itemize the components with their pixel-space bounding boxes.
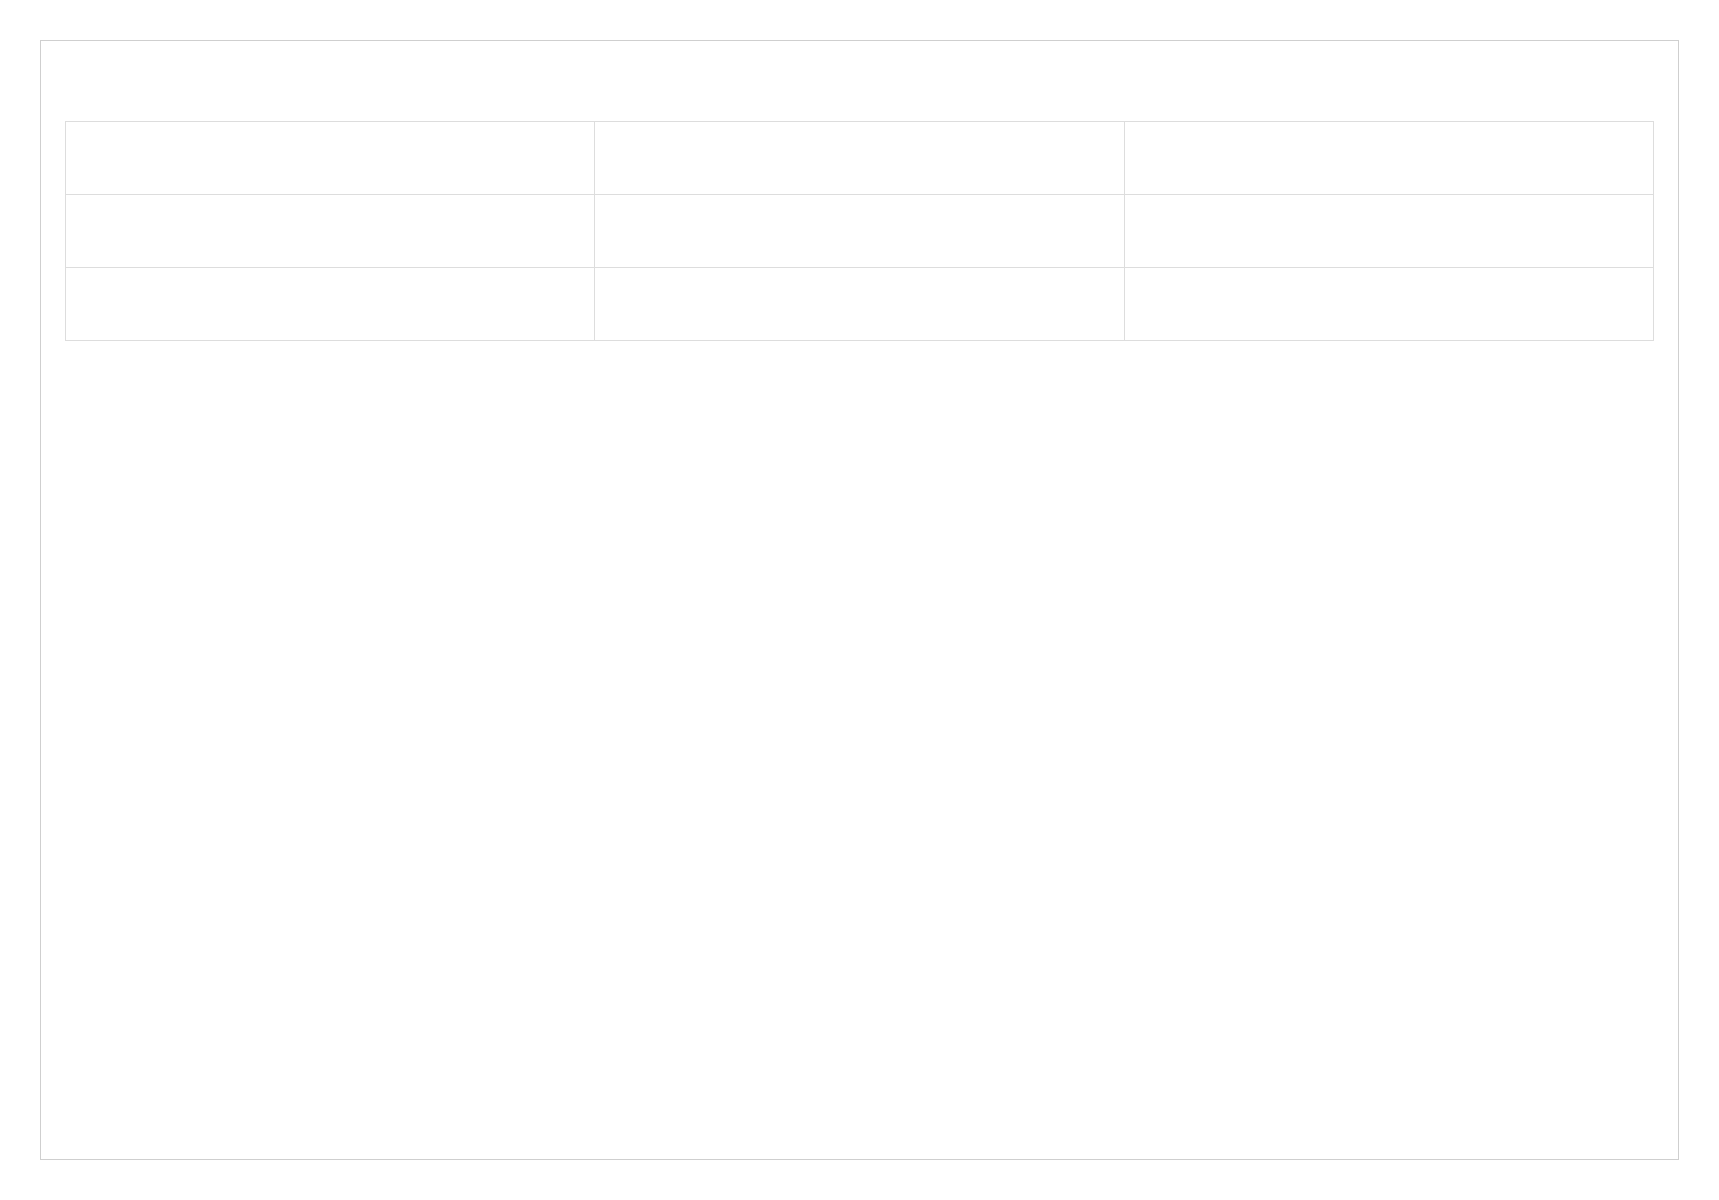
content-grid: [65, 121, 1654, 341]
grid-cell: [1124, 268, 1653, 341]
grid-cell: [66, 122, 595, 195]
grid-cell: [595, 268, 1124, 341]
grid-cell: [66, 195, 595, 268]
page-frame: [40, 40, 1679, 1160]
grid-cell: [595, 122, 1124, 195]
grid-row: [66, 195, 1654, 268]
grid-cell: [1124, 195, 1653, 268]
grid-cell: [66, 268, 595, 341]
grid-cell: [595, 195, 1124, 268]
grid-row: [66, 122, 1654, 195]
grid-row: [66, 268, 1654, 341]
grid-cell: [1124, 122, 1653, 195]
